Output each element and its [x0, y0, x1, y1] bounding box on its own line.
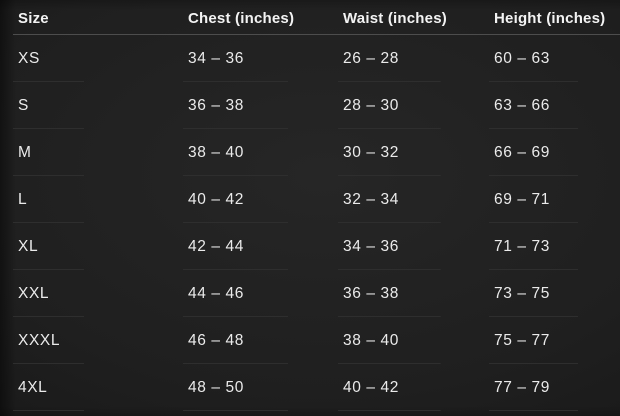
height-cell: 69 – 71 [489, 176, 620, 223]
size-cell: 4XL [13, 364, 183, 411]
table-row [13, 176, 620, 223]
chest-cell: 36 – 38 [183, 82, 338, 129]
table-row [13, 35, 620, 82]
column-header-height: Height (inches) [489, 0, 620, 35]
chest-cell: 42 – 44 [183, 223, 338, 270]
chest-cell: 48 – 50 [183, 364, 338, 411]
size-cell: XS [13, 35, 183, 82]
table-row [13, 364, 620, 411]
waist-cell: 40 – 42 [338, 364, 489, 411]
height-cell: 73 – 75 [489, 270, 620, 317]
header-row [13, 0, 620, 35]
height-cell: 71 – 73 [489, 223, 620, 270]
waist-cell: 26 – 28 [338, 35, 489, 82]
size-cell: XL [13, 223, 183, 270]
chest-cell: 44 – 46 [183, 270, 338, 317]
table-row [13, 270, 620, 317]
table-row [13, 82, 620, 129]
waist-cell: 30 – 32 [338, 129, 489, 176]
height-cell: 75 – 77 [489, 317, 620, 364]
height-cell: 77 – 79 [489, 364, 620, 411]
waist-cell: 28 – 30 [338, 82, 489, 129]
table-row [13, 223, 620, 270]
waist-cell: 34 – 36 [338, 223, 489, 270]
size-cell: L [13, 176, 183, 223]
waist-cell: 38 – 40 [338, 317, 489, 364]
size-chart-table [13, 0, 620, 411]
chest-cell: 38 – 40 [183, 129, 338, 176]
size-cell: M [13, 129, 183, 176]
size-cell: XXL [13, 270, 183, 317]
column-header-chest: Chest (inches) [183, 0, 338, 35]
table-row [13, 129, 620, 176]
chest-cell: 34 – 36 [183, 35, 338, 82]
column-header-size: Size [13, 0, 183, 35]
size-cell: S [13, 82, 183, 129]
chest-cell: 46 – 48 [183, 317, 338, 364]
table-row [13, 317, 620, 364]
height-cell: 60 – 63 [489, 35, 620, 82]
height-cell: 66 – 69 [489, 129, 620, 176]
chest-cell: 40 – 42 [183, 176, 338, 223]
waist-cell: 36 – 38 [338, 270, 489, 317]
height-cell: 63 – 66 [489, 82, 620, 129]
waist-cell: 32 – 34 [338, 176, 489, 223]
size-cell: XXXL [13, 317, 183, 364]
column-header-waist: Waist (inches) [338, 0, 489, 35]
